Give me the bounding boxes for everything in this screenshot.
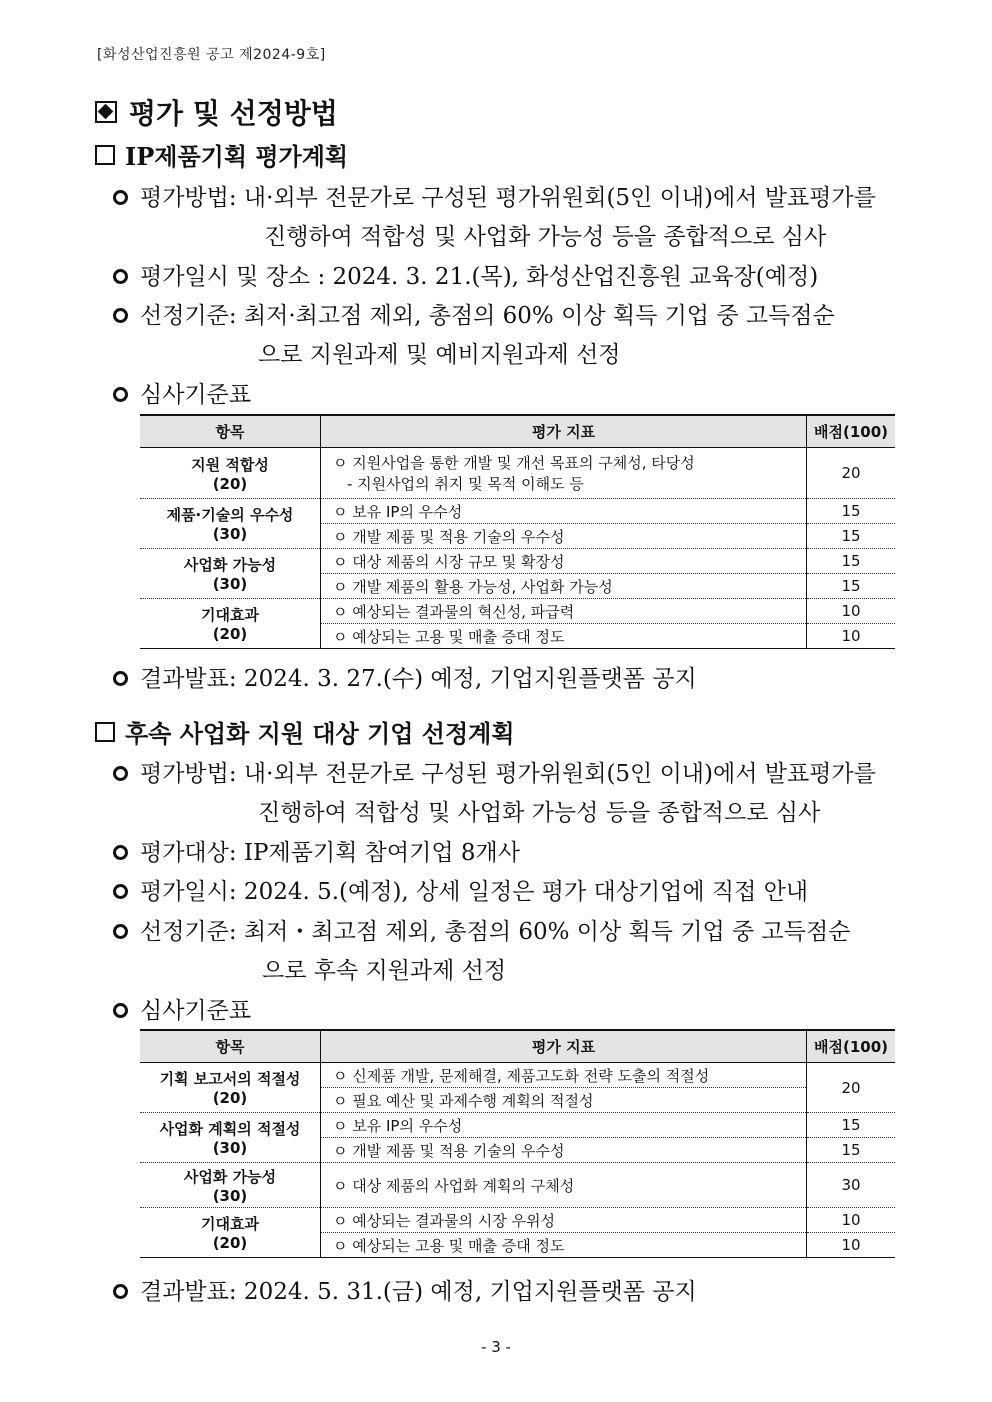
indicator-cell: ㅇ 보유 IP의 우수성 xyxy=(321,1113,807,1138)
circle-bullet-icon xyxy=(113,671,128,686)
score-cell: 20 xyxy=(807,448,896,499)
part1-title-text: IP제품기획 평가계획 xyxy=(125,142,349,171)
part2-method-line1: 평가방법: 내·외부 전문가로 구성된 평가위원회(5인 이내)에서 발표평가를 xyxy=(140,761,876,787)
score-cell: 10 xyxy=(807,1208,896,1233)
score-cell: 10 xyxy=(807,624,896,649)
square-box-icon xyxy=(95,145,115,165)
part2-method xyxy=(113,755,876,788)
score-cell: 20 xyxy=(807,1063,896,1113)
table-row xyxy=(140,499,895,524)
table-row xyxy=(140,1113,895,1138)
part2-target-text: 평가대상: IP제품기획 참여기업 8개사 xyxy=(140,840,520,866)
part1-result xyxy=(113,660,697,693)
score-cell: 10 xyxy=(807,599,896,624)
indicator-cell: ㅇ 예상되는 고용 및 매출 증대 정도 xyxy=(321,624,807,649)
part2-table-label-text: 심사기준표 xyxy=(140,998,252,1024)
part2-date-text: 평가일시: 2024. 5.(예정), 상세 일정은 평가 대상기업에 직접 안내 xyxy=(140,879,809,905)
part2-method-cont: 진행하여 적합성 및 사업화 가능성 등을 종합적으로 심사 xyxy=(258,800,821,826)
circle-bullet-icon xyxy=(113,269,128,284)
col-header-score: 배점(100) xyxy=(807,1030,896,1063)
table-row xyxy=(140,1063,895,1088)
part2-criteria-table xyxy=(140,1029,895,1258)
score-cell: 15 xyxy=(807,574,896,599)
circle-bullet-icon xyxy=(113,845,128,860)
section-title-text: 평가 및 선정방법 xyxy=(129,97,338,130)
indicator-cell: ㅇ 예상되는 결과물의 시장 우위성 xyxy=(321,1208,807,1233)
table-row xyxy=(140,1208,895,1233)
score-cell: 15 xyxy=(807,499,896,524)
table-row xyxy=(140,1163,895,1208)
page-number: - 3 - xyxy=(481,1338,511,1356)
part1-title xyxy=(95,137,348,172)
part1-date-text: 평가일시 및 장소 : 2024. 3. 21.(목), 화성산업진흥원 교육장(예정) xyxy=(140,264,819,290)
indicator-cell: ㅇ 필요 예산 및 과제수행 계획의 적절성 xyxy=(321,1088,807,1113)
indicator-cell: ㅇ 지원사업을 통한 개발 및 개선 목표의 구체성, 타당성 - 지원사업의 취지 및 목적 이해도 등 xyxy=(321,448,807,499)
part1-date xyxy=(113,258,818,291)
indicator-cell: ㅇ 개발 제품 및 적용 기술의 우수성 xyxy=(321,1138,807,1163)
part1-result-text: 결과발표: 2024. 3. 27.(수) 예정, 기업지원플랫폼 공지 xyxy=(140,666,697,692)
indicator-cell: ㅇ 개발 제품 및 적용 기술의 우수성 xyxy=(321,524,807,549)
part2-date xyxy=(113,873,808,906)
circle-bullet-icon xyxy=(113,884,128,899)
category-cell: 기대효과 (20) xyxy=(140,599,321,649)
category-cell: 사업화 가능성 (30) xyxy=(140,549,321,599)
col-header-item: 항목 xyxy=(140,415,321,448)
part2-criteria-cont: 으로 후속 지원과제 선정 xyxy=(262,958,507,984)
part2-title xyxy=(95,714,515,749)
part1-method xyxy=(113,179,876,212)
section-title xyxy=(95,92,338,132)
part2-table-label xyxy=(113,992,251,1025)
indicator-cell: ㅇ 예상되는 고용 및 매출 증대 정도 xyxy=(321,1233,807,1258)
score-cell: 15 xyxy=(807,524,896,549)
category-cell: 제품·기술의 우수성 (30) xyxy=(140,499,321,549)
part2-target xyxy=(113,834,520,867)
part2-result xyxy=(113,1273,697,1306)
part1-method-cont: 진행하여 적합성 및 사업화 가능성 등을 종합적으로 심사 xyxy=(264,224,827,250)
category-cell: 사업화 가능성 (30) xyxy=(140,1163,321,1208)
col-header-score: 배점(100) xyxy=(807,415,896,448)
indicator-cell: ㅇ 신제품 개발, 문제해결, 제품고도화 전략 도출의 적절성 xyxy=(321,1063,807,1088)
circle-bullet-icon xyxy=(113,190,128,205)
circle-bullet-icon xyxy=(113,387,128,402)
table-row xyxy=(140,599,895,624)
diamond-box-icon xyxy=(95,101,117,123)
category-cell: 기획 보고서의 적절성 (20) xyxy=(140,1063,321,1113)
col-header-item: 항목 xyxy=(140,1030,321,1063)
part1-table-label xyxy=(113,376,251,409)
table-header-row xyxy=(140,415,895,448)
category-cell: 지원 적합성 (20) xyxy=(140,448,321,499)
part2-result-text: 결과발표: 2024. 5. 31.(금) 예정, 기업지원플랫폼 공지 xyxy=(140,1279,697,1305)
part2-criteria xyxy=(113,913,850,946)
score-cell: 30 xyxy=(807,1163,896,1208)
circle-bullet-icon xyxy=(113,1284,128,1299)
score-cell: 15 xyxy=(807,1113,896,1138)
part1-criteria-cont: 으로 지원과제 및 예비지원과제 선정 xyxy=(258,342,621,368)
part1-criteria-line1: 선정기준: 최저·최고점 제외, 총점의 60% 이상 획득 기업 중 고득점순 xyxy=(140,303,835,329)
circle-bullet-icon xyxy=(113,1003,128,1018)
indicator-cell: ㅇ 예상되는 결과물의 혁신성, 파급력 xyxy=(321,599,807,624)
category-cell: 기대효과 (20) xyxy=(140,1208,321,1258)
circle-bullet-icon xyxy=(113,308,128,323)
indicator-cell: ㅇ 대상 제품의 사업화 계획의 구체성 xyxy=(321,1163,807,1208)
square-box-icon xyxy=(95,722,115,742)
document-header: [화성산업진흥원 공고 제2024-9호] xyxy=(97,47,326,63)
part1-criteria-table xyxy=(140,414,895,649)
table-row xyxy=(140,549,895,574)
circle-bullet-icon xyxy=(113,766,128,781)
col-header-indicator: 평가 지표 xyxy=(321,1030,807,1063)
indicator-cell: ㅇ 대상 제품의 시장 규모 및 확장성 xyxy=(321,549,807,574)
part1-method-line1: 평가방법: 내·외부 전문가로 구성된 평가위원회(5인 이내)에서 발표평가를 xyxy=(140,185,876,211)
indicator-cell: ㅇ 개발 제품의 활용 가능성, 사업화 가능성 xyxy=(321,574,807,599)
part2-criteria-line1: 선정기준: 최저・최고점 제외, 총점의 60% 이상 획득 기업 중 고득점순 xyxy=(140,919,851,945)
part1-table-label-text: 심사기준표 xyxy=(140,382,252,408)
circle-bullet-icon xyxy=(113,924,128,939)
score-cell: 10 xyxy=(807,1233,896,1258)
score-cell: 15 xyxy=(807,1138,896,1163)
part2-title-text: 후속 사업화 지원 대상 기업 선정계획 xyxy=(125,719,515,748)
part1-criteria xyxy=(113,297,835,330)
table-header-row xyxy=(140,1030,895,1063)
col-header-indicator: 평가 지표 xyxy=(321,415,807,448)
category-cell: 사업화 계획의 적절성 (30) xyxy=(140,1113,321,1163)
score-cell: 15 xyxy=(807,549,896,574)
indicator-cell: ㅇ 보유 IP의 우수성 xyxy=(321,499,807,524)
table-row xyxy=(140,448,895,499)
